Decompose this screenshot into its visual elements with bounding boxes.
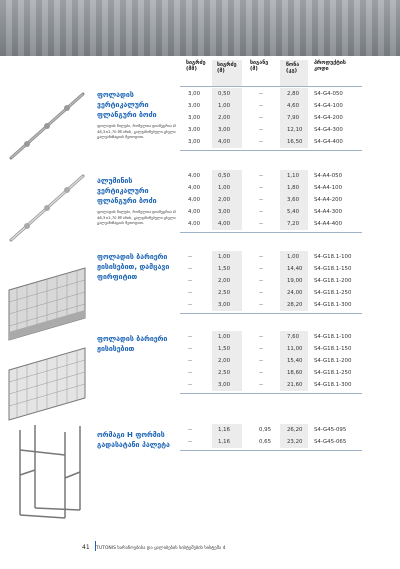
table-cell: --: [188, 290, 192, 296]
table-cell: --: [188, 278, 192, 284]
table-cell: S4-G18.1-200: [314, 278, 352, 284]
table-cell: 3,00: [188, 103, 201, 109]
table-cell: 1,50: [218, 266, 231, 272]
barrier-image: [5, 342, 90, 422]
table-cell: 12,10: [287, 127, 303, 133]
table-cell: 3,00: [218, 127, 231, 133]
table-row: [180, 355, 362, 367]
product-title: ორმაგი H ფორმის გადასატანი პალეტა: [97, 431, 170, 449]
product-title: ფოლადის ვერტიკალური ფლანგური ბოძი: [97, 91, 157, 119]
table-cell: 3,00: [188, 91, 201, 97]
table-row: [180, 436, 362, 448]
table-cell: S4-G18.1-300: [314, 382, 352, 388]
table-cell: S4-A4-200: [314, 197, 343, 203]
table-row: [180, 100, 362, 112]
table-row: [180, 88, 362, 100]
table-cell: S4-G45-095: [314, 427, 347, 433]
table-cell: 4,00: [188, 221, 201, 227]
table-cell: 2,00: [218, 358, 231, 364]
table-cell: 2,50: [218, 290, 231, 296]
table-row: [180, 263, 362, 275]
section-divider: [180, 393, 362, 394]
table-cell: 7,60: [287, 334, 300, 340]
table-cell: 1,00: [287, 254, 300, 260]
table-cell: 5,40: [287, 209, 300, 215]
table-cell: 23,20: [287, 439, 303, 445]
table-cell: 3,00: [188, 115, 201, 121]
footer-text: TUTONIS ხარაჩოებისა და ყალიბების სისტემების სისტემა 4: [96, 546, 226, 551]
table-cell: 4,00: [188, 185, 201, 191]
table-cell: 4,00: [188, 209, 201, 215]
table-cell: 0,95: [259, 427, 272, 433]
table-cell: 15,40: [287, 358, 303, 364]
table-row: [180, 112, 362, 124]
table-cell: --: [188, 427, 192, 433]
table-cell: S4-G4-100: [314, 103, 343, 109]
col-code: პროდუქტის კოდი: [314, 60, 346, 73]
table-cell: --: [259, 302, 263, 308]
table-cell: S4-A4-400: [314, 221, 343, 227]
product-description: ფოლადის მილები, რომელთა დიამეტრია Ø 48,3×2,70 მმ არის, გალვანიზებული ცხელი გალვანიზაციის მეთოდით.: [97, 210, 176, 225]
table-cell: --: [259, 334, 263, 340]
table-cell: S4-G18.1-250: [314, 290, 352, 296]
aluminium-post-image: [5, 170, 90, 245]
header-divider: [180, 86, 362, 87]
table-row: [180, 206, 362, 218]
table-cell: 3,60: [287, 197, 300, 203]
table-cell: 1,80: [287, 185, 300, 191]
table-cell: --: [188, 302, 192, 308]
product-description: ფოლადის მილები, რომელთა დიამეტრია Ø 48,3×2,70 მმ არის, გალვანიზებული ცხელი გალვანიზაციის მეთოდით.: [97, 124, 176, 139]
table-cell: S4-G18.1-100: [314, 254, 352, 260]
section-divider: [180, 313, 362, 314]
table-cell: 2,00: [218, 115, 231, 121]
table-cell: 1,00: [218, 334, 231, 340]
table-cell: 3,00: [218, 209, 231, 215]
table-cell: 1,10: [287, 173, 300, 179]
table-cell: S4-G18.1-100: [314, 334, 352, 340]
table-cell: S4-G4-200: [314, 115, 343, 121]
table-row: [180, 170, 362, 182]
table-cell: S4-A4-050: [314, 173, 343, 179]
table-cell: S4-G4-400: [314, 139, 343, 145]
col-length-m: სიგრძე (მ): [212, 60, 242, 86]
col-weight: წონა (კგ): [280, 60, 308, 86]
table-cell: --: [259, 254, 263, 260]
table-cell: --: [188, 370, 192, 376]
table-row: [180, 343, 362, 355]
table-cell: 19,00: [287, 278, 303, 284]
table-cell: 1,50: [218, 346, 231, 352]
product-title: ფოლადის ბარიერი ჟისისებით, დამცავი ფირფიტით: [97, 253, 170, 281]
footer: [82, 544, 226, 551]
table-cell: 0,50: [218, 173, 231, 179]
table-row: [180, 194, 362, 206]
product-title: ფოლადის ბარიერი ჟისისებით: [97, 335, 168, 353]
table-cell: 3,00: [218, 382, 231, 388]
table-cell: 7,90: [287, 115, 300, 121]
table-header: [0, 60, 400, 86]
table-cell: --: [259, 91, 263, 97]
table-row: [180, 299, 362, 311]
header-banner: [0, 0, 400, 56]
table-row: [180, 251, 362, 263]
table-cell: 14,40: [287, 266, 303, 272]
table-cell: --: [259, 139, 263, 145]
table-cell: 1,00: [218, 103, 231, 109]
table-cell: --: [259, 346, 263, 352]
table-cell: 1,00: [218, 185, 231, 191]
table-cell: S4-G45-065: [314, 439, 347, 445]
table-cell: --: [259, 197, 263, 203]
table-cell: S4-G4-300: [314, 127, 343, 133]
table-cell: --: [188, 334, 192, 340]
table-row: [180, 136, 362, 148]
table-cell: --: [188, 439, 192, 445]
table-cell: --: [259, 127, 263, 133]
table-cell: 28,20: [287, 302, 303, 308]
h-pallet-image: [10, 420, 90, 525]
table-cell: 1,16: [218, 427, 231, 433]
table-cell: 0,65: [259, 439, 272, 445]
barrier-with-plate-image: [5, 262, 90, 342]
table-row: [180, 424, 362, 436]
product-title: ალუმინის ვერტიკალური ფლანგური ბოძი: [97, 177, 157, 205]
table-cell: 2,50: [218, 370, 231, 376]
table-cell: --: [259, 185, 263, 191]
table-row: [180, 379, 362, 391]
table-cell: 4,00: [188, 197, 201, 203]
table-cell: 4,00: [188, 173, 201, 179]
table-cell: --: [259, 382, 263, 388]
table-cell: 7,20: [287, 221, 300, 227]
table-cell: S4-G18.1-200: [314, 358, 352, 364]
table-cell: --: [259, 278, 263, 284]
section-divider: [180, 450, 362, 451]
table-cell: --: [259, 266, 263, 272]
table-cell: --: [259, 209, 263, 215]
table-cell: S4-A4-100: [314, 185, 343, 191]
table-cell: 2,00: [218, 197, 231, 203]
table-cell: --: [188, 382, 192, 388]
page-number: 41: [82, 544, 90, 551]
table-cell: 18,60: [287, 370, 303, 376]
table-cell: 3,00: [188, 127, 201, 133]
col-width-m: სიგანე (მ): [250, 60, 269, 73]
table-cell: --: [188, 254, 192, 260]
table-cell: 4,00: [218, 139, 231, 145]
table-cell: --: [259, 173, 263, 179]
table-row: [180, 331, 362, 343]
section-divider: [180, 232, 362, 233]
col-length-mm: სიგრძე (მმ): [186, 60, 206, 73]
table-row: [180, 124, 362, 136]
table-cell: 21,60: [287, 382, 303, 388]
table-cell: S4-G18.1-250: [314, 370, 352, 376]
table-cell: --: [259, 358, 263, 364]
table-cell: --: [259, 221, 263, 227]
table-cell: 3,00: [218, 302, 231, 308]
table-cell: 11,00: [287, 346, 303, 352]
table-cell: 24,00: [287, 290, 303, 296]
table-cell: 4,00: [218, 221, 231, 227]
table-cell: --: [259, 290, 263, 296]
steel-post-image: [5, 88, 90, 163]
table-row: [180, 275, 362, 287]
table-cell: 1,16: [218, 439, 231, 445]
table-cell: --: [259, 115, 263, 121]
table-cell: S4-A4-300: [314, 209, 343, 215]
table-cell: 16,50: [287, 139, 303, 145]
table-cell: S4-G18.1-300: [314, 302, 352, 308]
table-cell: 2,80: [287, 91, 300, 97]
table-cell: --: [188, 266, 192, 272]
table-row: [180, 367, 362, 379]
table-cell: 2,00: [218, 278, 231, 284]
table-row: [180, 182, 362, 194]
table-cell: --: [259, 370, 263, 376]
table-cell: --: [259, 103, 263, 109]
table-cell: S4-G18.1-150: [314, 266, 352, 272]
section-divider: [180, 150, 362, 151]
table-cell: S4-G18.1-150: [314, 346, 352, 352]
table-cell: 1,00: [218, 254, 231, 260]
table-cell: 3,00: [188, 139, 201, 145]
table-row: [180, 218, 362, 230]
table-row: [180, 287, 362, 299]
table-cell: --: [188, 346, 192, 352]
table-cell: S4-G4-050: [314, 91, 343, 97]
table-cell: 0,50: [218, 91, 231, 97]
table-cell: --: [188, 358, 192, 364]
table-cell: 26,20: [287, 427, 303, 433]
table-cell: 4,60: [287, 103, 300, 109]
